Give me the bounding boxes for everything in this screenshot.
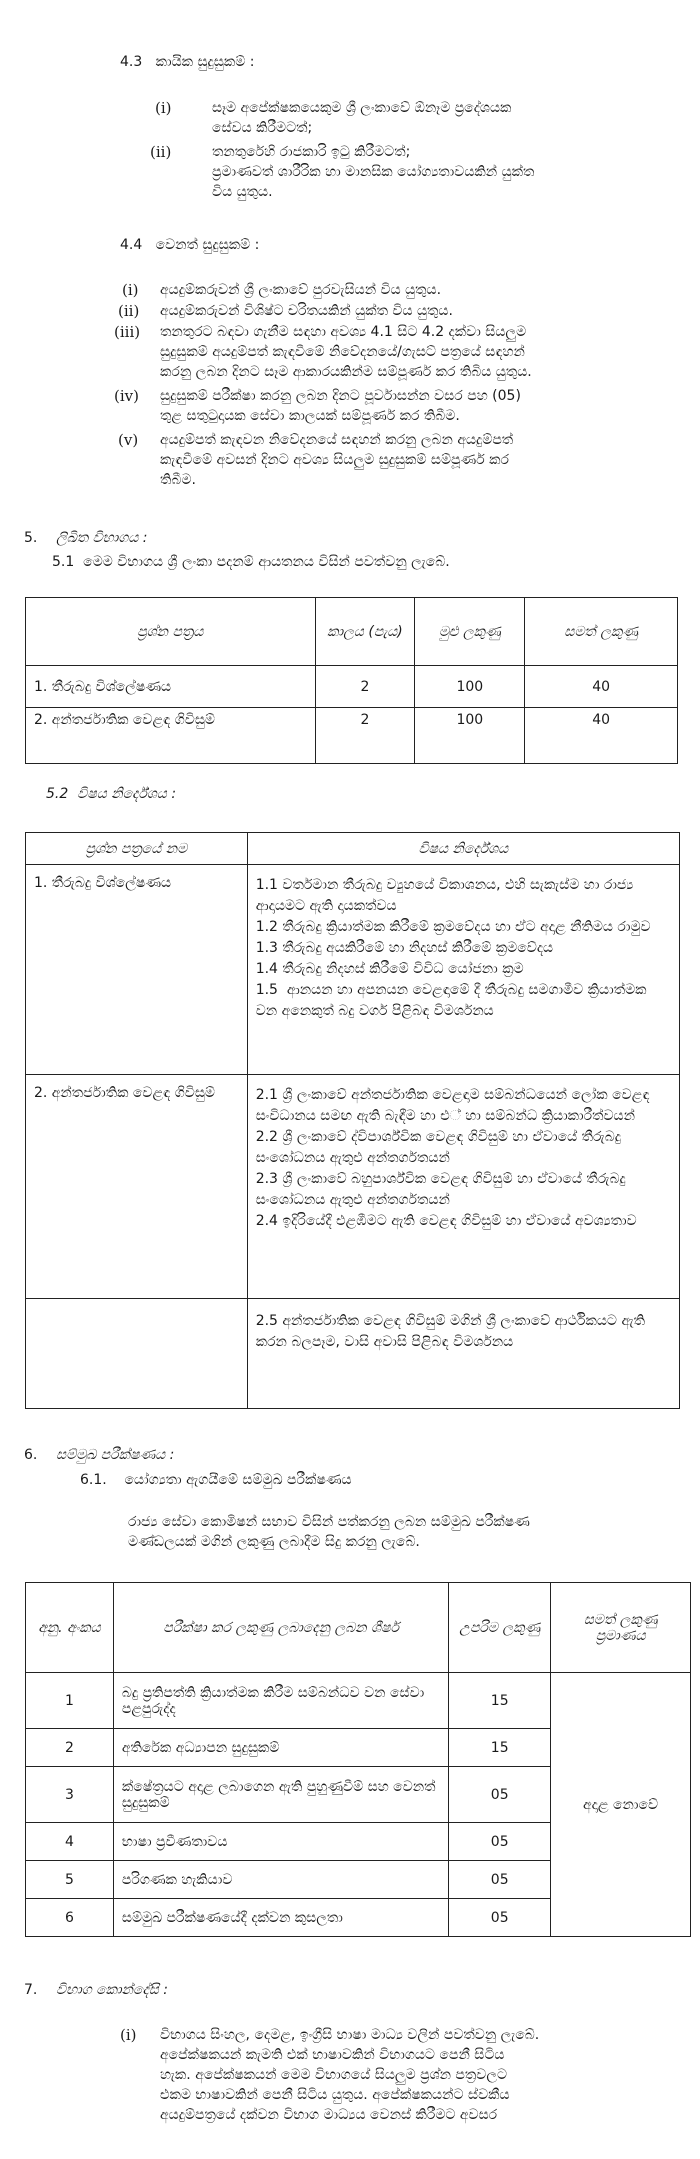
topic-item: 1.5 ආනයන හා අපනයන වෙළඳාමේ දී තීරුබදු සමගාමීව ක්‍රියාත්මක වන අනෙකුත් බදු වර්ග පිළිබඳ විමර්ශනය (255, 982, 647, 1019)
line: රාජ්‍ය සේවා කොමිෂන් සභාව විසින් පත්කරනු ලබන සම්මුඛ පරීක්ෂණ (128, 1514, 530, 1530)
section-4-3-heading: 4.3 කායික සුදුසුකම් : (120, 54, 255, 70)
section-5-heading: ලිඛිත විභාගය : (56, 530, 148, 546)
cell-paper: 2. අන්තර්ජාතික වෙළඳ ගිවිසුම් (26, 1075, 248, 1299)
s44-item-5 (160, 430, 513, 490)
topic-item: 2.3 ශ්‍රී ලංකාවේ බහුපාර්ශ්වික වෙළඳ ගිවිසුම් හා ඒවායේ තීරුබදු සංශෝධනය ඇතුළු අන්තර්ගතයන් (255, 1171, 626, 1208)
col-header-paper-name: ප්‍රශ්න පත්‍රයේ නම (26, 833, 248, 865)
cell-paper (26, 1299, 248, 1409)
topic-item: 2.4 ඉදිරියේදී එළඹීමට ඇති වෙළඳ ගිවිසුම් හා ඒවායේ අවශ්‍යතාව (255, 1213, 637, 1229)
section-7-number: 7. (24, 1982, 38, 1998)
topic-item: 2.2 ශ්‍රී ලංකාවේ ද්විපාර්ශ්වික වෙළඳ ගිවිසුම් හා ඒවායේ තීරුබදු සංශෝධනය ඇතුළු අන්තර්ගතයන් (255, 1129, 621, 1166)
col-header-time: කාලය (පැය) (315, 598, 415, 666)
cell-max: 05 (449, 1823, 551, 1861)
line: විය යුතුය. (212, 184, 273, 200)
cell-no: 3 (26, 1767, 114, 1823)
cell-total: 100 (415, 708, 525, 764)
written-exam-table (25, 597, 678, 764)
line: එකම භාෂාවකින් පෙනී සිටිය යුතුය. අපේක්ෂකයන්ට ස්වකීය (160, 2087, 510, 2103)
line: සුදුසුකම් පරීක්ෂා කරනු ලබන දිනට පූර්වාසන්න වසර පහ (05) (160, 388, 521, 404)
cell-max: 15 (449, 1673, 551, 1729)
cell-max: 05 (449, 1767, 551, 1823)
s44-item-4 (160, 386, 521, 426)
section-6-number: 6. (24, 1447, 38, 1463)
topic-item: 1.2 තීරුබදු ක්‍රියාත්මක කිරීමේ ක්‍රමවේදය හා ඒට අදාළ නීතිමය රාමුව (255, 919, 651, 935)
s44-item-5-num: (v) (118, 431, 139, 449)
topic-item: 1.4 තීරුබදු නිදහස් කිරීමේ විවිධ යෝජනා ක්‍රම (255, 961, 524, 977)
section-4-4-heading: 4.4 වෙනත් සුදුසුකම් : (120, 237, 260, 253)
line: අයදුම්පත්‍රයේ දක්වන විභාග මාධ්‍යය වෙනස් කිරීමට අවසර (160, 2107, 498, 2123)
cell-time: 2 (315, 666, 415, 708)
syllabus-table (25, 832, 680, 1409)
line: තනතුරට බඳවා ගැනීම සඳහා අවශ්‍ය 4.1 සිට 4.2 දක්වා සියලුම (160, 324, 527, 340)
cell-no: 2 (26, 1729, 114, 1767)
table-row (26, 1673, 691, 1729)
s44-item-1-num: (i) (122, 281, 139, 299)
line: සුදුසුකම් අයදුම්පත් කැඳවීමේ නිවේදනයේ/ගැසට් පත්‍රයේ සඳහන් (160, 344, 525, 360)
cell-heading: අතිරේක අධ්‍යාපන සුදුසුකම් (113, 1729, 448, 1767)
topic-item: 2.5 අන්තර්ජාතික වෙළඳ ගිවිසුම් මගින් ශ්‍රී ලංකාවේ ආර්ථිකයට ඇති කරන බලපෑම, වාසි අවාසි පිළිබඳ විමර්ශනය (255, 1313, 645, 1350)
cell-topics (247, 865, 679, 1075)
cell-max: 05 (449, 1899, 551, 1937)
cell-heading: බදු ප්‍රතිපත්ති ක්‍රියාත්මක කිරීම සම්බන්ධව වන සේවා පළපුරුද්ද (113, 1673, 448, 1729)
cell-pass: 40 (525, 666, 678, 708)
table-row (26, 1075, 680, 1299)
col-header-syllabus: විෂය නිර්දේශය (247, 833, 679, 865)
line: සෑම අපේක්ෂකයෙකුම ශ්‍රී ලංකාවේ ඕනෑම ප්‍රදේශයක (212, 100, 512, 116)
s43-item-2 (212, 142, 534, 202)
cell-paper: 1. තීරුබදු විශ්ලේෂණය (26, 666, 316, 708)
line: කැඳවීමේ අවසන් දිනට අවශ්‍ය සියලුම සුදුසුකම් සම්පූර්ණ කර (160, 452, 509, 468)
s44-item-1 (160, 280, 441, 300)
line: විභාගය සිංහල, දෙමළ, ඉංග්‍රීසි භාෂා මාධ්‍ය වලින් පවත්වනු ලැබේ. (160, 2027, 540, 2043)
cell-heading: ක්ෂේත්‍රයට අදාළ ලබාගෙන ඇති පුහුණුවීම් සහ වෙනත් සුදුසුකම් (113, 1767, 448, 1823)
section-6-paragraph (128, 1512, 530, 1552)
line: අයදුම්කරුවන් විශිෂ්ට චරිතයකින් යුක්ත විය යුතුය. (160, 303, 453, 319)
s43-item-2-num: (ii) (150, 143, 172, 161)
line: හැක. අපේක්ෂකයන් මෙම විභාගයේ සියලුම ප්‍රශ්න පත්‍රවලට (160, 2067, 508, 2083)
line: සේවය කිරීමටත්; (212, 120, 313, 136)
cell-topics (247, 1075, 679, 1299)
cell-pass-note: අදාළ නොවේ (551, 1673, 691, 1937)
cell-heading: භාෂා ප්‍රවීණතාවය (113, 1823, 448, 1861)
line: තනතුරේහි රාජකාරි ඉටු කිරීමටත්; (212, 144, 411, 160)
section-6-heading: සම්මුඛ පරීක්ෂණය : (56, 1447, 175, 1463)
s44-item-4-num: (iv) (114, 387, 139, 405)
cell-max: 05 (449, 1861, 551, 1899)
s44-item-2-num: (ii) (118, 302, 140, 320)
cell-no: 1 (26, 1673, 114, 1729)
section-7-heading: විභාග කොන්දේසි : (56, 1982, 169, 1998)
topic-item: 2.1 ශ්‍රී ලංකාවේ අන්තර්ජාතික වෙළඳාම සම්බන්ධයෙන් ලෝක වෙළඳ සංවිධානය සමඟ ඇති බැඳීම හා එ් හා සම්බන්ධ ක්‍රියාකාරීත්වයන් (255, 1087, 650, 1124)
section-5-number: 5. (24, 530, 38, 546)
cell-no: 5 (26, 1861, 114, 1899)
col-header-total-marks: මුළු ලකුණු (415, 598, 525, 666)
cell-paper: 2. අන්තර්ජාතික වෙළඳ ගිවිසුම් (26, 708, 316, 764)
col-header-pass-marks: සමත් ලකුණු ප්‍රමාණය (551, 1583, 691, 1673)
line: කරනු ලබන දිනට සෑම ආකාරයකින්ම සම්පූර්ණ කර තිබිය යුතුය. (160, 364, 532, 380)
col-header-max-marks: උපරිම ලකුණු (449, 1583, 551, 1673)
s7-item-1 (160, 2025, 539, 2125)
table-row (26, 865, 680, 1075)
table-row (26, 666, 678, 708)
line: අයදුම්කරුවන් ශ්‍රී ලංකාවේ පුරවැසියන් විය යුතුය. (160, 282, 442, 298)
cell-time: 2 (315, 708, 415, 764)
section-5-2-label: 5.2 විෂය නිර්දේශය : (46, 786, 177, 802)
s7-item-1-num: (i) (120, 2026, 137, 2044)
topic-item: 1.3 තීරුබදු අයකිරීමේ හා නිදහස් කිරීමේ ක්‍රමවේදය (255, 940, 554, 956)
line: අයදුම්පත් කැඳවන නිවේදනයේ සඳහන් කරනු ලබන අයදුම්පත් (160, 432, 514, 448)
s43-item-1-num: (i) (155, 99, 172, 117)
topic-item: 1.1 වර්තමාන තීරුබදු ව්‍යුහයේ විකාශනය, එහි සැකැස්ම හා රාජ්‍ය ආදායමට ඇති දායකත්වය (255, 877, 634, 914)
line: තිබීම. (160, 472, 196, 488)
line: මණ්ඩලයක් මගින් ලකුණු ලබාදීම සිදු කරනු ලැබේ. (128, 1534, 420, 1550)
section-6-1-text: 6.1. යෝග්‍යතා ඇගයීමේ සම්මුඛ පරීක්ෂණය (80, 1472, 352, 1488)
s44-item-3 (160, 322, 532, 382)
col-header-serial: අනු. අංකය (26, 1583, 114, 1673)
line: ප්‍රමාණවත් ශාරීරික හා මානසික යෝග්‍යතාවයකින් යුක්ත (212, 164, 535, 180)
col-header-paper: ප්‍රශ්න පත්‍රය (26, 598, 316, 666)
table-row (26, 708, 678, 764)
cell-total: 100 (415, 666, 525, 708)
table-row (26, 1299, 680, 1409)
cell-heading: පරිගණක හැකියාව (113, 1861, 448, 1899)
cell-heading: සම්මුඛ පරීක්ෂණයේදී දක්වන කුසලතා (113, 1899, 448, 1937)
s44-item-3-num: (iii) (114, 323, 141, 341)
s43-item-1 (212, 98, 511, 138)
line: තුළ සතුටුදායක සේවා කාලයක් සම්පූර්ණ කර තිබීම. (160, 408, 460, 424)
cell-paper: 1. තීරුබදු විශ්ලේෂණය (26, 865, 248, 1075)
cell-max: 15 (449, 1729, 551, 1767)
cell-pass: 40 (525, 708, 678, 764)
cell-no: 6 (26, 1899, 114, 1937)
interview-table (25, 1582, 691, 1937)
s44-item-2 (160, 301, 453, 321)
line: අපේක්ෂකයන් කැමති එක් භාෂාවකින් විභාගයට පෙනී සිටිය (160, 2047, 505, 2063)
cell-no: 4 (26, 1823, 114, 1861)
section-5-1-text: 5.1 මෙම විභාගය ශ්‍රී ලංකා පදනම් ආයතනය විසින් පවත්වනු ලැබේ. (52, 554, 450, 570)
cell-topics (247, 1299, 679, 1409)
col-header-heading: පරීක්ෂා කර ලකුණු ලබාදෙනු ලබන ශීර්ෂ (113, 1583, 448, 1673)
col-header-pass-marks: සමත් ලකුණු (525, 598, 678, 666)
